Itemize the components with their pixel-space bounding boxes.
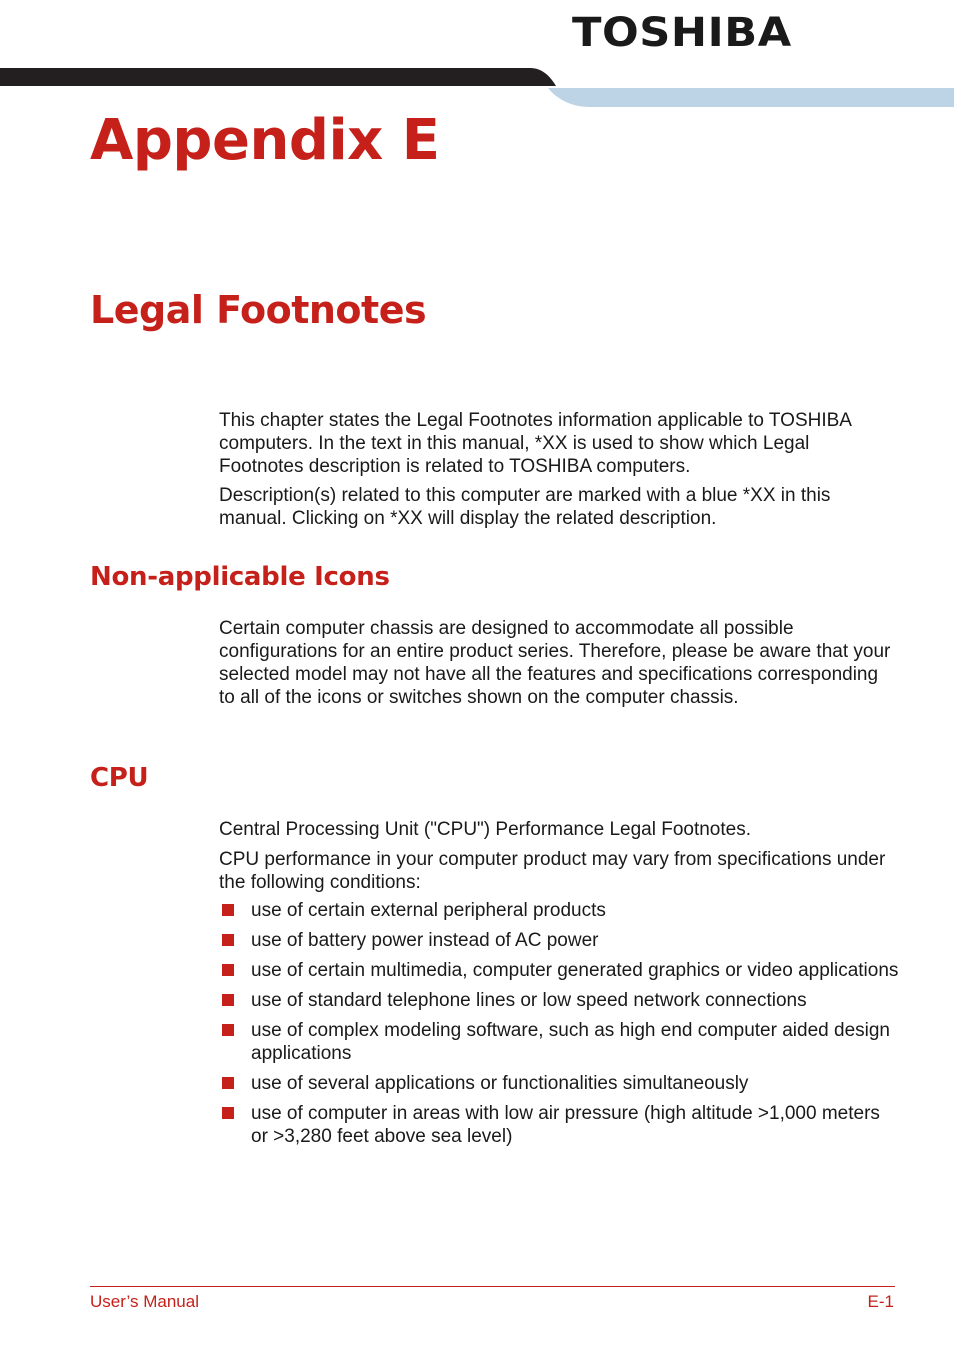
non-applicable-icons-text: Certain computer chassis are designed to accommodate all possible configurations for an entire product series. Therefore, please be aware that your selected model may not have all the features and specifications corresponding to all of the icons or switches shown on the computer chassis.	[219, 618, 891, 708]
toshiba-logo: TOSHIBA	[572, 10, 792, 56]
cpu-heading: CPU	[90, 763, 149, 793]
cpu-paragraph-2: CPU performance in your computer product may vary from specifications under the following conditions:	[219, 849, 886, 893]
list-item-text: use of complex modeling software, such as high end computer aided design applications	[251, 1020, 890, 1064]
list-item-text: use of certain multimedia, computer generated graphics or video applications	[251, 960, 899, 981]
bullet-square-icon	[222, 1077, 234, 1089]
list-item	[219, 1102, 899, 1148]
header-light-band	[548, 88, 954, 107]
bullet-square-icon	[222, 994, 234, 1006]
list-item-text: use of battery power instead of AC power	[251, 930, 599, 951]
header-band	[0, 0, 954, 110]
non-applicable-icons-heading: Non-applicable Icons	[90, 562, 390, 592]
list-item	[219, 959, 899, 982]
bullet-square-icon	[222, 904, 234, 916]
footer-manual-title: User’s Manual	[90, 1292, 199, 1311]
intro-paragraph-1: This chapter states the Legal Footnotes information applicable to TOSHIBA computers. In the text in this manual, *XX is used to show which Legal Footnotes description is related to TOSHIBA computers.	[219, 410, 851, 477]
intro-paragraph-2: Description(s) related to this computer are marked with a blue *XX in this manual. Clicking on *XX will display the related description.	[219, 485, 831, 529]
footer-page-number: E-1	[867, 1292, 894, 1311]
bullet-square-icon	[222, 964, 234, 976]
appendix-title: Appendix E	[90, 108, 440, 173]
list-item-text: use of standard telephone lines or low speed network connections	[251, 990, 807, 1011]
header-dark-band	[0, 68, 556, 86]
list-item	[219, 929, 899, 952]
list-item	[219, 899, 899, 922]
bullet-square-icon	[222, 1107, 234, 1119]
list-item-text: use of certain external peripheral products	[251, 900, 606, 921]
list-item	[219, 1019, 899, 1065]
section-title: Legal Footnotes	[90, 288, 427, 332]
bullet-square-icon	[222, 934, 234, 946]
list-item	[219, 1072, 899, 1095]
list-item	[219, 989, 899, 1012]
cpu-conditions-list	[219, 899, 899, 1155]
bullet-square-icon	[222, 1024, 234, 1036]
list-item-text: use of computer in areas with low air pressure (high altitude >1,000 meters or >3,280 feet above sea level)	[251, 1103, 880, 1147]
footer-divider	[90, 1286, 895, 1287]
cpu-paragraph-1: Central Processing Unit ("CPU") Performance Legal Footnotes.	[219, 819, 751, 840]
list-item-text: use of several applications or functionalities simultaneously	[251, 1073, 749, 1094]
